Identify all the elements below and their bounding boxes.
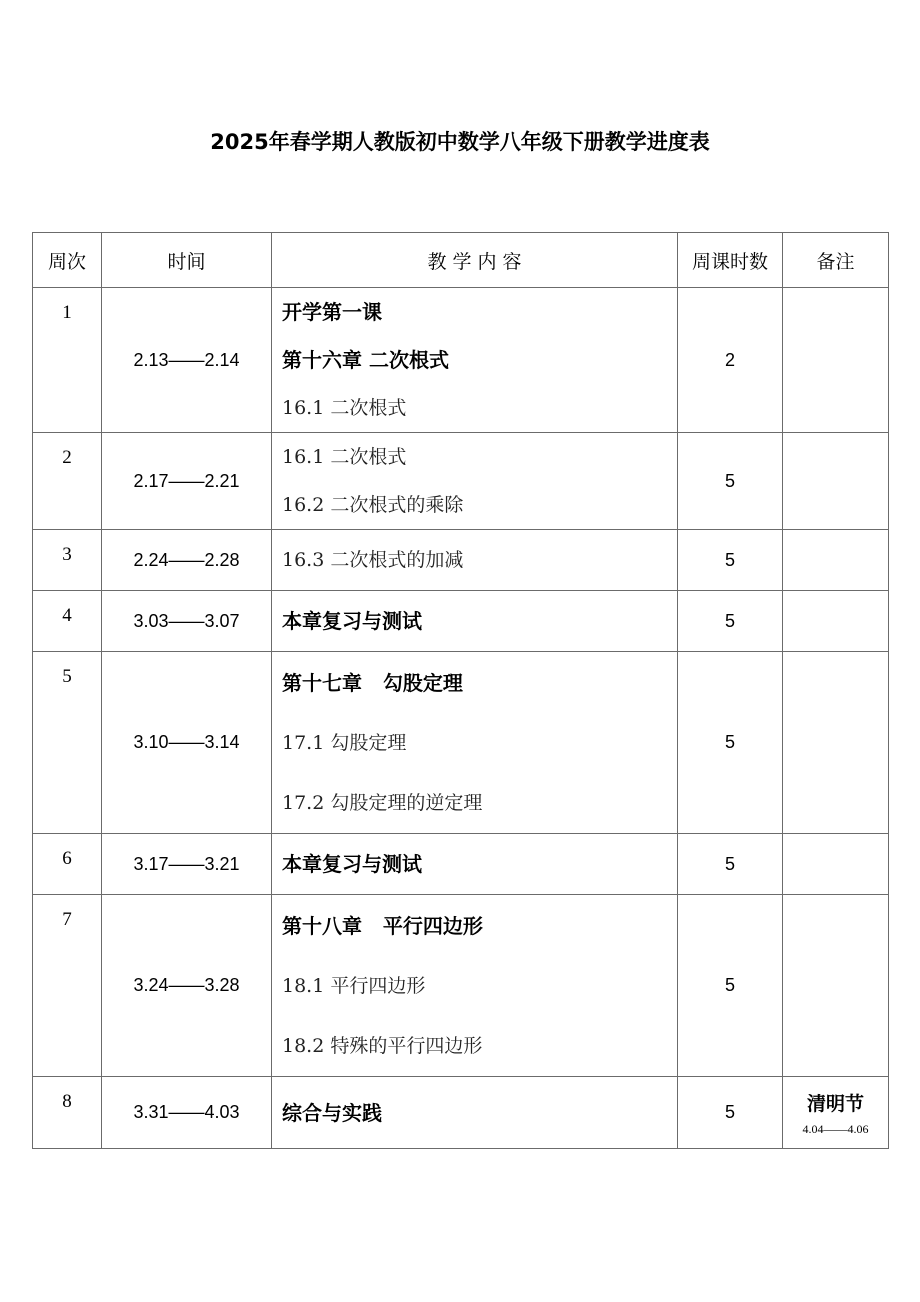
week-cell: 3 <box>33 530 102 591</box>
content-cell <box>272 834 678 895</box>
week-cell: 5 <box>33 652 102 834</box>
content-line: 本章复习与测试 <box>282 852 422 876</box>
remark-cell <box>783 433 889 530</box>
remark-cell <box>783 652 889 834</box>
content-line: 16.2 二次根式的乘除 <box>282 494 464 516</box>
table-row <box>33 433 889 530</box>
header-row <box>33 233 889 288</box>
header-date: 时间 <box>102 233 272 288</box>
content-cell <box>272 1077 678 1149</box>
content-line: 17.1 勾股定理 <box>282 731 407 754</box>
hours-cell: 5 <box>678 433 783 530</box>
date-cell: 2.17——2.21 <box>102 433 272 530</box>
date-cell: 3.31——4.03 <box>102 1077 272 1149</box>
hours-cell: 5 <box>678 895 783 1077</box>
date-cell: 3.03——3.07 <box>102 591 272 652</box>
content-line: 16.3 二次根式的加减 <box>282 549 464 571</box>
date-cell: 3.17——3.21 <box>102 834 272 895</box>
week-cell: 8 <box>33 1077 102 1149</box>
content-cell <box>272 433 678 530</box>
content-line: 18.2 特殊的平行四边形 <box>282 1034 483 1057</box>
content-line: 本章复习与测试 <box>282 609 422 633</box>
content-line: 第十六章 二次根式 <box>282 348 449 372</box>
week-cell: 1 <box>33 288 102 433</box>
week-cell: 6 <box>33 834 102 895</box>
remark-cell <box>783 530 889 591</box>
hours-cell: 5 <box>678 652 783 834</box>
table-row <box>33 288 889 433</box>
hours-cell: 5 <box>678 1077 783 1149</box>
remark-cell <box>783 591 889 652</box>
week-cell: 2 <box>33 433 102 530</box>
table-row <box>33 652 889 834</box>
schedule-table <box>32 232 889 1149</box>
content-cell <box>272 288 678 433</box>
header-hours: 周课时数 <box>678 233 783 288</box>
table-row <box>33 591 889 652</box>
remark-cell <box>783 1077 889 1149</box>
date-cell: 3.10——3.14 <box>102 652 272 834</box>
remark-cell <box>783 895 889 1077</box>
remark-subtext: 4.04——4.06 <box>802 1121 869 1136</box>
content-line: 16.1 二次根式 <box>282 446 407 468</box>
page-title: 2025年春学期人教版初中数学八年级下册教学进度表 <box>210 130 710 154</box>
remark-text: 清明节 <box>806 1092 864 1115</box>
table-row <box>33 834 889 895</box>
date-cell: 3.24——3.28 <box>102 895 272 1077</box>
date-cell: 2.24——2.28 <box>102 530 272 591</box>
content-cell <box>272 652 678 834</box>
content-line: 16.1 二次根式 <box>282 397 407 419</box>
content-line: 综合与实践 <box>282 1100 382 1125</box>
remark-cell <box>783 288 889 433</box>
header-content: 教 学 内 容 <box>272 233 678 288</box>
header-remark: 备注 <box>783 233 889 288</box>
date-cell: 2.13——2.14 <box>102 288 272 433</box>
content-cell <box>272 895 678 1077</box>
hours-cell: 5 <box>678 591 783 652</box>
content-line: 18.1 平行四边形 <box>282 974 426 997</box>
week-cell: 7 <box>33 895 102 1077</box>
table-row <box>33 895 889 1077</box>
content-line: 开学第一课 <box>282 300 382 324</box>
header-week: 周次 <box>33 233 102 288</box>
table-row <box>33 530 889 591</box>
table-row <box>33 1077 889 1149</box>
content-cell <box>272 530 678 591</box>
hours-cell: 2 <box>678 288 783 433</box>
content-line: 第十七章 勾股定理 <box>282 670 463 695</box>
content-line: 17.2 勾股定理的逆定理 <box>282 791 483 814</box>
hours-cell: 5 <box>678 834 783 895</box>
week-cell: 4 <box>33 591 102 652</box>
hours-cell: 5 <box>678 530 783 591</box>
content-line: 第十八章 平行四边形 <box>282 913 483 938</box>
remark-cell <box>783 834 889 895</box>
content-cell <box>272 591 678 652</box>
